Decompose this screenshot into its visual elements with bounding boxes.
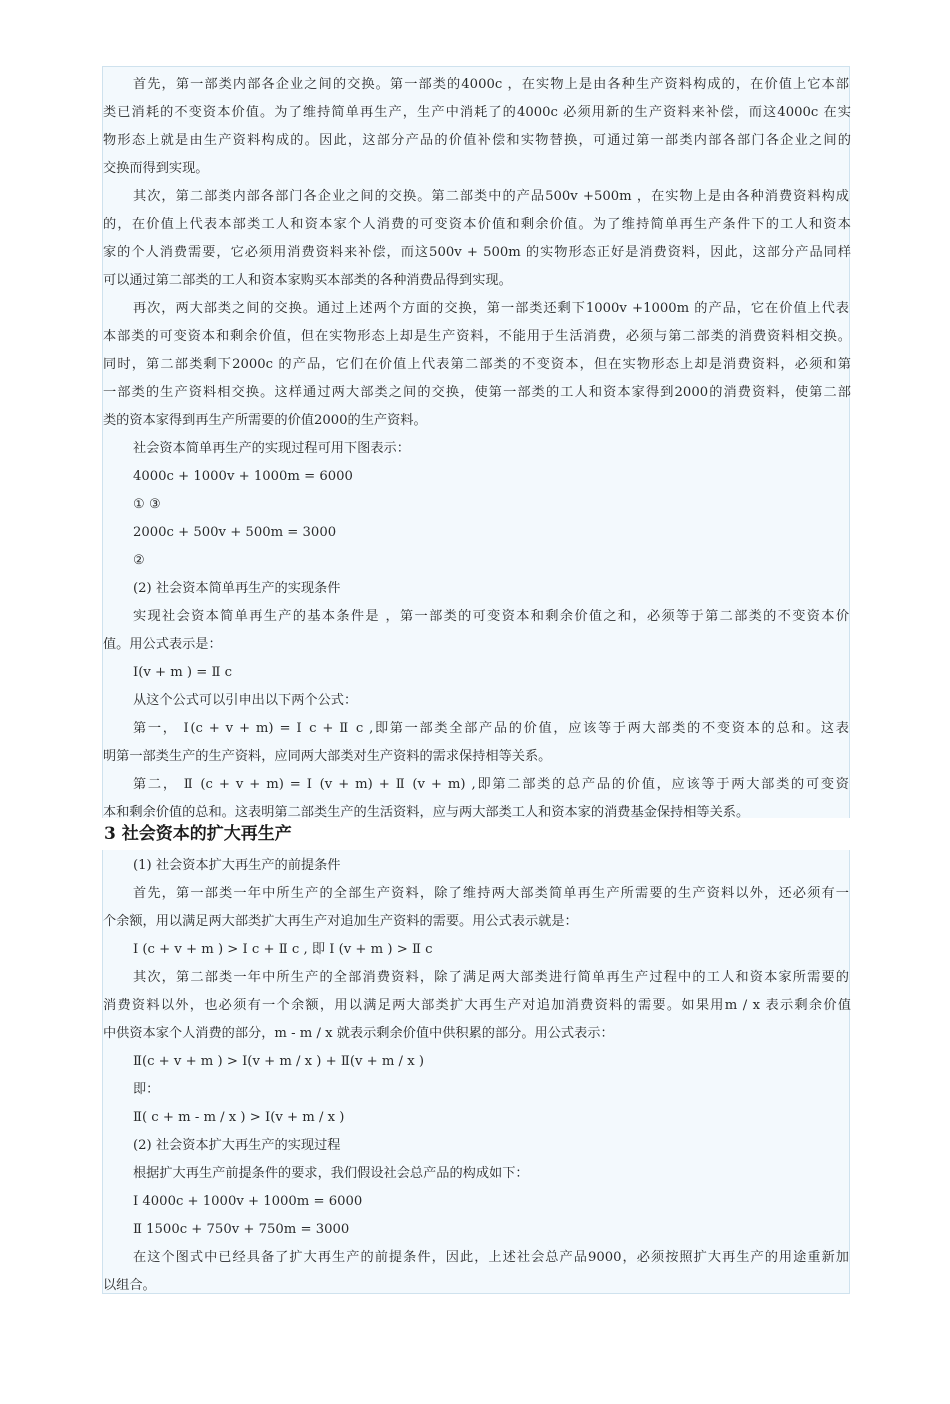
paragraph-line: 其次，第二部类内部各部门各企业之间的交换。第二部类中的产品500v +500m ，在实物上是由各种消费资料构成 bbox=[133, 189, 849, 204]
paragraph-line: 社会资本简单再生产的实现过程可用下图表示： bbox=[133, 441, 410, 456]
paragraph-line: 类已消耗的不变资本价值。为了维持简单再生产，生产中消耗了的4000c 必须用新的生产资料来补偿，而这4000c 在实 bbox=[103, 105, 851, 120]
paragraph-line: 同时，第二部类剩下2000c 的产品，它们在价值上代表第二部类的不变资本，但在实物形态上却是消费资料，必须和第 bbox=[103, 357, 851, 372]
paragraph-line: 中供资本家个人消费的部分，m - m / x 就表示剩余价值中供积累的部分。用公式表示： bbox=[103, 1026, 614, 1041]
text-panel-expanded-reproduction bbox=[102, 850, 850, 1294]
formula-line: Ⅱ 1500c + 750v + 750m = 3000 bbox=[133, 1222, 350, 1237]
paragraph-line: 首先，第一部类内部各企业之间的交换。第一部类的4000c ，在实物上是由各种生产资料构成的，在价值上它本部 bbox=[133, 77, 849, 92]
paragraph-line: 个余额，用以满足两大部类扩大再生产对追加生产资料的需要。用公式表示就是： bbox=[103, 914, 578, 929]
paragraph-line: 本部类的可变资本和剩余价值，但在实物形态上却是生产资料，不能用于生活消费，必须与第二部类的消费资料相交换。 bbox=[103, 329, 851, 344]
paragraph-line: 第二， Ⅱ (c + v + m) = Ⅰ (v + m) + Ⅱ (v + m) ,即第二部类的总产品的价值，应该等于两大部类的可变资 bbox=[133, 777, 849, 792]
subheading: (2) 社会资本简单再生产的实现条件 bbox=[133, 581, 341, 596]
paragraph-line: 值。用公式表示是： bbox=[103, 637, 222, 652]
paragraph-line: 从这个公式可以引申出以下两个公式： bbox=[133, 693, 358, 708]
paragraph-line: 再次，两大部类之间的交换。通过上述两个方面的交换，第一部类还剩下1000v +1000m 的产品，它在价值上代表 bbox=[133, 301, 849, 316]
paragraph-line: 实现社会资本简单再生产的基本条件是 ，第一部类的可变资本和剩余价值之和，必须等于第二部类的不变资本价 bbox=[133, 609, 849, 624]
paragraph-line: 物形态上就是由生产资料构成的。因此，这部分产品的价值补偿和实物替换，可通过第一部类内部各部门各企业之间的 bbox=[103, 133, 851, 148]
paragraph-line: 根据扩大再生产前提条件的要求，我们假设社会总产品的构成如下： bbox=[133, 1166, 529, 1181]
subheading: (1) 社会资本扩大再生产的前提条件 bbox=[133, 858, 341, 873]
formula-line: Ⅰ (c + v + m ) > Ⅰ c + Ⅱ c , 即 Ⅰ (v + m ) > Ⅱ c bbox=[133, 942, 433, 957]
paragraph-line: 其次，第二部类一年中所生产的全部消费资料，除了满足两大部类进行简单再生产过程中的工人和资本家所需要的 bbox=[133, 970, 849, 985]
paragraph-line: 可以通过第二部类的工人和资本家购买本部类的各种消费品得到实现。 bbox=[103, 273, 512, 288]
paragraph-line: 家的个人消费需要，它必须用消费资料来补偿，而这500v + 500m 的实物形态正好是消费资料，因此，这部分产品同样 bbox=[103, 245, 851, 260]
formula-line: Ⅰ 4000c + 1000v + 1000m = 6000 bbox=[133, 1194, 363, 1209]
text-panel-simple-reproduction bbox=[102, 66, 850, 818]
paragraph-line: 一部类的生产资料相交换。这样通过两大部类之间的交换，使第一部类的工人和资本家得到2000的消费资料，使第二部 bbox=[103, 385, 851, 400]
paragraph-line: 消费资料以外，也必须有一个余额，用以满足两大部类扩大再生产对追加消费资料的需要。如果用m / x 表示剩余价值 bbox=[103, 998, 851, 1013]
formula-marker: ② bbox=[133, 553, 145, 568]
paragraph-line: 在这个图式中已经具备了扩大再生产的前提条件，因此，上述社会总产品9000，必须按照扩大再生产的用途重新加 bbox=[133, 1250, 849, 1265]
formula-line: 2000c + 500v + 500m = 3000 bbox=[133, 525, 337, 540]
paragraph-line: 的，在价值上代表本部类工人和资本家个人消费的可变资本价值和剩余价值。为了维持简单再生产条件下的工人和资本 bbox=[103, 217, 851, 232]
paragraph-line: 本和剩余价值的总和。这表明第二部类生产的生活资料，应与两大部类工人和资本家的消费基金保持相等关系。 bbox=[103, 805, 750, 820]
subheading: (2) 社会资本扩大再生产的实现过程 bbox=[133, 1138, 341, 1153]
paragraph-line: 即： bbox=[133, 1082, 160, 1097]
formula-line: Ⅱ(c + v + m ) > Ⅰ(v + m / x ) + Ⅱ(v + m / x ) bbox=[133, 1054, 424, 1069]
formula-line: Ⅱ( c + m - m / x ) > Ⅰ(v + m / x ) bbox=[133, 1110, 345, 1125]
formula-marker: ① ③ bbox=[133, 497, 161, 512]
formula-line: 4000c + 1000v + 1000m = 6000 bbox=[133, 469, 353, 484]
paragraph-line: 第一， Ⅰ(c + v + m) = Ⅰ c + Ⅱ c ,即第一部类全部产品的价值，应该等于两大部类的不变资本的总和。这表 bbox=[133, 721, 849, 736]
section-heading: 3 社会资本的扩大再生产 bbox=[104, 824, 292, 844]
paragraph-line: 首先，第一部类一年中所生产的全部生产资料，除了维持两大部类简单再生产所需要的生产资料以外，还必须有一 bbox=[133, 886, 849, 901]
paragraph-line: 类的资本家得到再生产所需要的价值2000的生产资料。 bbox=[103, 413, 427, 428]
paragraph-line: 明第一部类生产的生产资料，应同两大部类对生产资料的需求保持相等关系。 bbox=[103, 749, 552, 764]
formula-line: Ⅰ(v + m ) = Ⅱ c bbox=[133, 665, 233, 680]
paragraph-line: 交换而得到实现。 bbox=[103, 161, 209, 176]
paragraph-line: 以组合。 bbox=[103, 1278, 156, 1293]
